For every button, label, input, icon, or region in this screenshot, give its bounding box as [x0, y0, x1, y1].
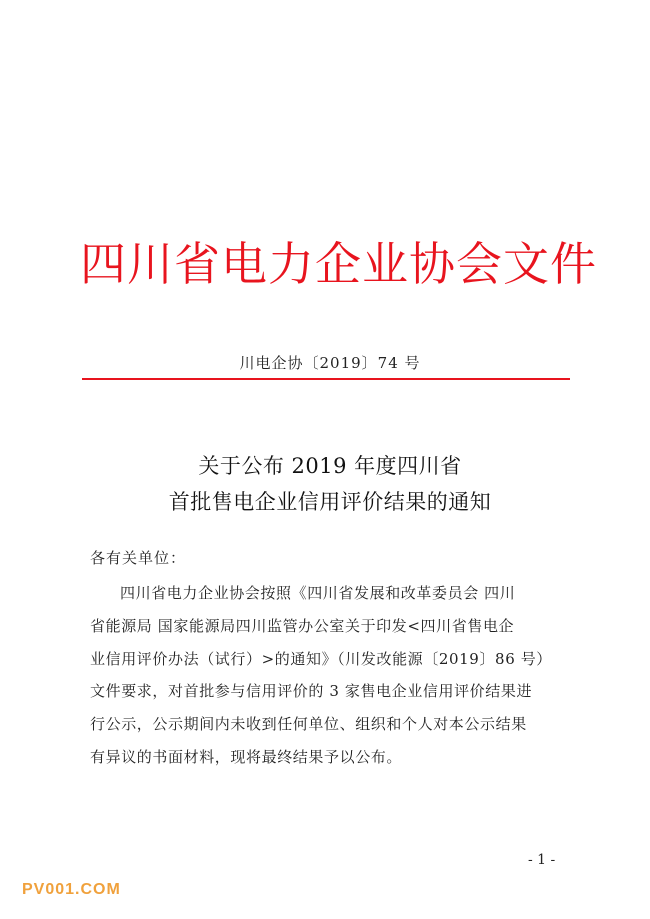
body-paragraph	[90, 577, 570, 774]
issuer-header: 四川省电力企业协会文件	[80, 237, 597, 291]
body-line: 行公示，公示期间内未收到任何单位、组织和个人对本公示结果	[90, 715, 527, 734]
site-watermark: PV001.COM	[22, 881, 121, 898]
red-divider-line	[82, 378, 570, 380]
body-line: 有异议的书面材料，现将最终结果予以公布。	[90, 747, 403, 766]
body-line: 文件要求，对首批参与信用评价的 3 家售电企业信用评价结果进	[90, 682, 533, 701]
notice-title-line: 首批售电企业信用评价结果的通知	[168, 490, 492, 514]
notice-title	[80, 448, 580, 520]
document-number: 川电企协〔2019〕74 号	[239, 354, 421, 372]
salutation: 各有关单位：	[90, 549, 187, 567]
body-line: 四川省电力企业协会按照《四川省发展和改革委员会 四川	[120, 584, 516, 602]
body-line: 业信用评价办法（试行）>的通知》（川发改能源〔2019〕86 号）	[90, 649, 552, 668]
page-number: - 1 -	[528, 852, 556, 868]
notice-title-line: 关于公布 2019 年度四川省	[198, 454, 462, 478]
body-line: 省能源局 国家能源局四川监管办公室关于印发<四川省售电企	[90, 616, 515, 635]
